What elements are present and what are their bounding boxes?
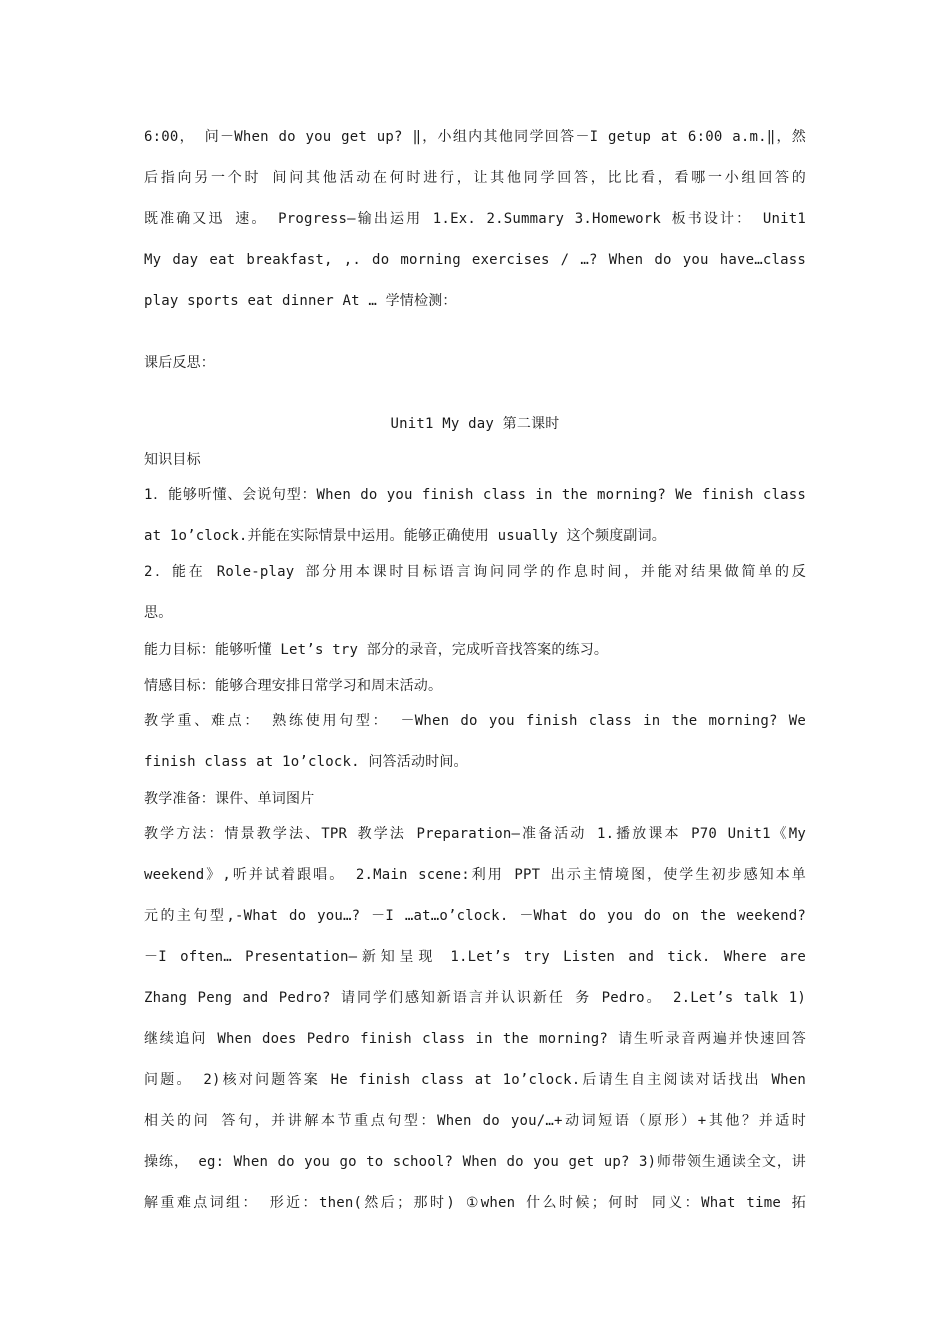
reflection-label: 课后反思：: [144, 355, 215, 371]
lesson-title: Unit1 My day 第二课时: [390, 416, 560, 432]
methods-paragraph: [144, 814, 806, 1224]
knowledge-heading: 知识目标: [144, 452, 201, 468]
text-line: weekend》,听并试着跟唱。 2.Main scene:利用 PPT 出示主情境图，使学生初步感知本单: [144, 867, 806, 883]
goal-2: [144, 552, 806, 634]
text-line: 继续追问 When does Pedro finish class in the morning? 请生听录音两遍并快速回答: [144, 1031, 806, 1047]
goal-1: [144, 475, 806, 557]
text-line: play sports eat dinner At … 学情检测：: [144, 293, 457, 309]
preparation: 教学准备：课件、单词图片: [144, 791, 315, 807]
text-line: 后指向另一个时 间问其他活动在何时进行，让其他同学回答，比比看，看哪一小组回答的: [144, 170, 806, 186]
text-line: Zhang Peng and Pedro? 请同学们感知新语言并认识新任 务 Pedro。 2.Let’s talk 1): [144, 990, 806, 1006]
text-line: 6:00， 问－When do you get up? ‖，小组内其他同学回答－I getup at 6:00 a.m.‖，然: [144, 129, 806, 145]
text-line: 既准确又迅 速。 Progress—输出运用 1.Ex. 2.Summary 3.Homework 板书设计： Unit1: [144, 211, 806, 227]
text-line: 操练， eg: When do you go to school? When do you get up? 3)师带领生通读全文，讲: [144, 1154, 806, 1170]
text-line: 相关的问 答句，并讲解本节重点句型：When do you/…+动词短语（原形）+其他？并适时: [144, 1113, 806, 1129]
text-line: 解重难点词组： 形近：then(然后；那时) ①when 什么时候；何时 同义：What time 拓: [144, 1195, 806, 1211]
text-line: 思。: [144, 605, 173, 621]
text-line: at 1o’clock.并能在实际情景中运用。能够正确使用 usually 这个频度副词。: [144, 528, 667, 544]
key-points: [144, 701, 806, 783]
text-line: 教学方法：情景教学法、TPR 教学法 Preparation—准备活动 1.播放课本 P70 Unit1《My: [144, 826, 806, 842]
text-line: 2．能在 Role-play 部分用本课时目标语言询问同学的作息时间，并能对结果做简单的反: [144, 564, 806, 580]
text-line: 元的主句型,-What do you…? －I …at…o’clock. －What do you do on the weekend?: [144, 908, 806, 924]
text-line: －I often… Presentation—新知呈现 1.Let’s try Listen and tick. Where are: [144, 949, 806, 965]
text-line: 1．能够听懂、会说句型：When do you finish class in the morning? We finish class: [144, 487, 806, 503]
emotion-goal: 情感目标：能够合理安排日常学习和周末活动。: [144, 678, 443, 694]
text-line: finish class at 1o’clock. 问答活动时间。: [144, 754, 468, 770]
text-line: My day eat breakfast, ,. do morning exercises / …? When do you have…class: [144, 252, 806, 268]
ability-goal: 能力目标：能够听懂 Let’s try 部分的录音，完成听音找答案的练习。: [144, 642, 609, 658]
text-line: 教学重、难点： 熟练使用句型： －When do you finish class in the morning? We: [144, 713, 806, 729]
intro-paragraph: [144, 117, 806, 322]
text-line: 问题。 2)核对问题答案 He finish class at 1o’clock.后请生自主阅读对话找出 When: [144, 1072, 806, 1088]
